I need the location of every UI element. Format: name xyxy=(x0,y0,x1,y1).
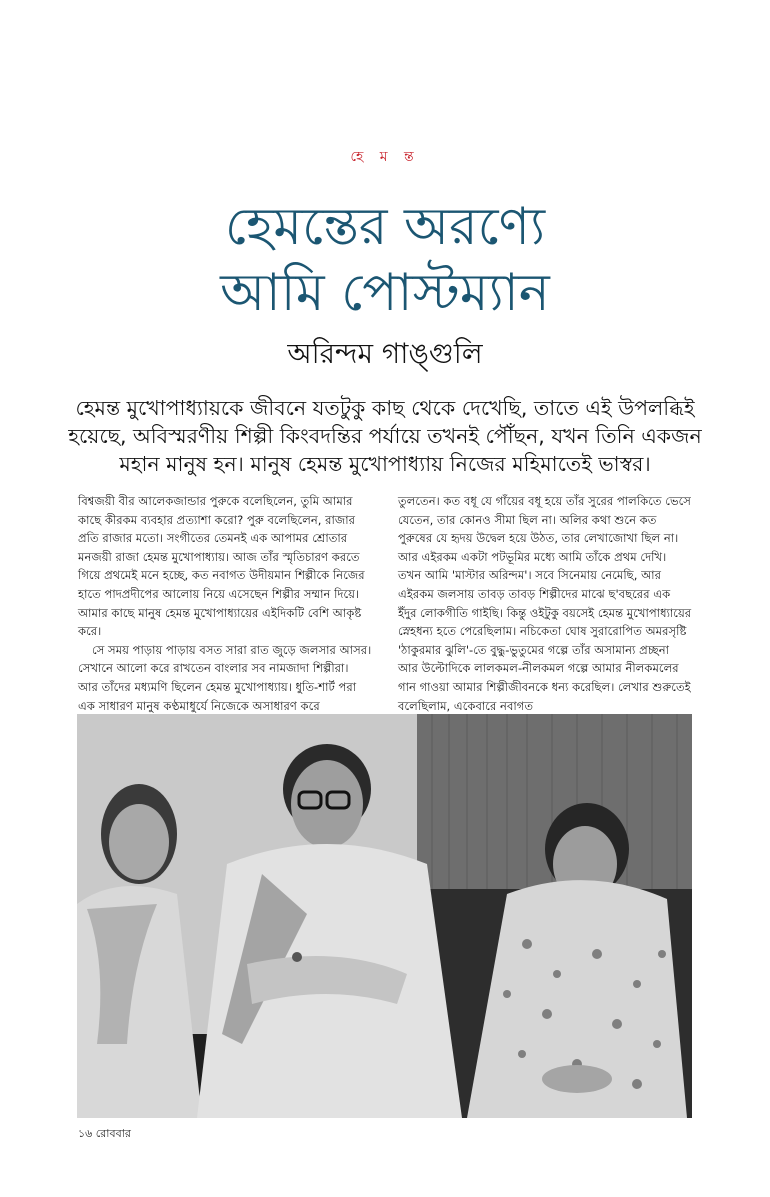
paragraph: তুলতেন। কত বধূ যে গাঁয়ের বধূ হয়ে তাঁর সুরের পালকিতে ভেসে যেতেন, তার কোনও সীমা ছিল না। অলির কথা শুনে কত পুরুষের যে হৃদয় উদ্বেল হয়ে উঠত, তার লেখাজোখা ছিল না। আর এইরকম একটা পটভূমির মধ্যে আমি তাঁকে প্রথম দেখি। তখন আমি 'মাস্টার অরিন্দম'। সবে সিনেমায় নেমেছি, আর এইরকম জলসায় তাবড় তাবড় শিল্পীদের মাঝে ছ'বছরের এক ইঁদুর লোকগীতি গাইছি। কিন্তু ওইটুকু বয়সেই হেমন্ত মুখোপাধ্যায়ের স্নেহধন্য হতে পেরেছিলাম। নচিকেতা ঘোষ সুরারোপিত অমরসৃষ্টি 'ঠাকুরমার ঝুলি'-তে বুদ্ধু-ভুতুমের গল্পে তাঁর অসামান্য প্রচ্ছনা আর উল্টোদিকে লালকমল-নীলকমল গল্পে আমার নীলকমলের গান গাওয়া আমার শিল্পীজীবনকে ধন্য করেছিল। লেখার শুরুতেই বলেছিলাম, একেবারে নবাগত xyxy=(398,494,692,713)
paragraph: সে সময় পাড়ায় পাড়ায় বসত সারা রাত জুড়ে জলসার আসর। সেখানে আলো করে রাখতেন বাংলার সব নামজাদা শিল্পীরা। আর তাঁদের মধ্যমণি ছিলেন হেমন্ত মুখোপাধ্যায়। ধুতি-শার্ট পরা এক সাধারণ মানুষ কণ্ঠমাধুর্যে নিজেকে অসাধারণ করে xyxy=(78,642,372,713)
paragraph: বিশ্বজয়ী বীর আলেকজান্ডার পুরুকে বলেছিলেন, তুমি আমার কাছে কীরকম ব্যবহার প্রত্যাশা করো? পুরু বলেছিলেন, রাজার প্রতি রাজার মতো। সংগীতের তেমনই এক আপামর শ্রোতার মনজয়ী রাজা হেমন্ত মুখোপাধ্যায়। আজ তাঁর স্মৃতিচারণ করতে গিয়ে প্রথমেই মনে হচ্ছে, কত নবাগত উদীয়মান শিল্পীকে নিজের হাতে পাদপ্রদীপের আলোয় নিয়ে এসেছেন শিল্পীর সম্মান দিয়ে। আমার কাছে মানুষ হেমন্ত মুখোপাধ্যায়ের এইদিকটি বেশি আকৃষ্ট করে। xyxy=(78,494,365,639)
column-right xyxy=(398,492,692,715)
article-title xyxy=(0,194,770,326)
title-line-1: হেমন্তের অরণ্যে xyxy=(224,197,546,257)
body-columns xyxy=(78,492,692,715)
page-footer: ১৬ রোববার xyxy=(78,1127,131,1140)
title-line-2: আমি পোস্টম্যান xyxy=(220,263,550,323)
author-byline: অরিন্দম গাঙ্গুলি xyxy=(287,337,483,370)
section-label: হে ম ন্ত xyxy=(350,149,420,165)
standfirst: হেমন্ত মুখোপাধ্যায়কে জীবনে যতটুকু কাছ থেকে দেখেছি, তাতে এই উপলব্ধিই হয়েছে, অবিস্মরণীয় শিল্পী কিংবদন্তির পর্যায়ে তখনই পৌঁছন, যখন তিনি একজন মহান মানুষ হন। মানুষ হেমন্ত মুখোপাধ্যায় নিজের মহিমাতেই ভাস্বর। xyxy=(68,396,702,476)
column-left xyxy=(78,492,372,715)
article-photo xyxy=(77,714,692,1118)
